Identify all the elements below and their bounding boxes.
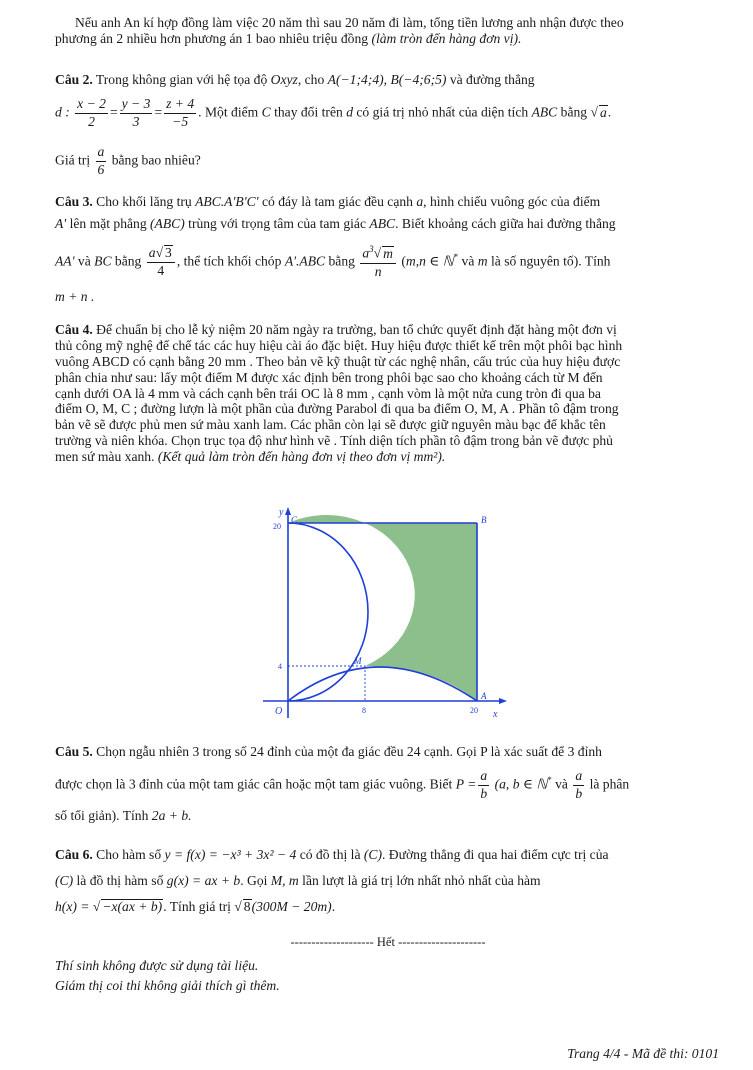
x-tick-8: 8: [362, 706, 366, 715]
note-no-explanation: Giám thị coi thi không giải thích gì thêm.: [55, 978, 280, 993]
sqrt-symbol: √: [590, 104, 598, 120]
point-a-label: A: [481, 691, 487, 701]
question-2: [55, 72, 719, 88]
question-5: Câu 5. Chọn ngẫu nhiên 3 trong số 24 đỉnh của một đa giác đều 24 cạnh. Gọi P là xác suất để 3 đỉnh: [55, 744, 602, 759]
y-axis-arrow-icon: [285, 507, 291, 515]
q2-fraction-a6: $\frac{a}{6}$: [97, 144, 105, 177]
q5-line-3: số tối giản). Tính 2a + b.: [55, 808, 192, 823]
q6-line-2: (C) là đồ thị hàm số g(x) = ax + b. Gọi M, m lần lượt là giá trị lớn nhất nhỏ nhất của hàm: [55, 873, 541, 888]
q2-line-1: Câu 2. Trong không gian với hệ tọa độ Oxyz, cho A(−1;4;4), B(−4;6;5) và đường thẳng: [55, 72, 535, 87]
q2-fraction-z: $\frac{z + 4}{-5}$: [166, 96, 195, 129]
q3-line-3: AA' và BC bằng $\frac{a√ 3}{4}$ , thể tích khối chóp A'.ABC bằng $\frac{a^3√ m}{n}$ (m,n ∈ ℕ* và m là số nguyên tố). Tính: [55, 244, 611, 279]
q2-fraction-y: $\frac{y - 3}{3}$: [121, 96, 151, 129]
q3-distance-fraction: $\frac{a√ 3}{4}$: [147, 245, 175, 280]
q3-line-2: A' lên mặt phẳng (ABC) trùng với trọng tâm của tam giác ABC. Biết khoảng cách giữa hai đường thẳng: [55, 216, 616, 231]
point-b-label: B: [481, 515, 487, 525]
semicircle-arc: [288, 523, 368, 701]
end-divider: -------------------- Hết ---------------------: [290, 935, 486, 949]
x-axis-label: x: [493, 709, 498, 720]
note-no-materials: Thí sinh không được sử dụng tài liệu.: [55, 958, 259, 973]
q2-line-2: d : $\frac{x - 2}{2}$ = $\frac{y - 3}{3}$ = $\frac{z + 4}{-5}$ . Một điểm C thay đổi trên d có giá trị nhỏ nhất của diện tích ABC bằng √ a.: [55, 96, 612, 129]
question-4: Câu 4. Để chuẩn bị cho lễ kỷ niệm 20 năm ngày ra trường, ban tổ chức quyết định đặt hàng một đơn vị thủ công mỹ nghệ để chế tác các huy hiệu cài áo đặc biệt. Huy hiệu được thiết kế trên một phôi bạc hình vuông ABCD có cạnh bằng 20 mm . Theo bản vẽ kỹ thuật từ các nghệ nhân, cấu trúc của huy hiệu được phân chia như sau: lấy một điểm M được xác định bên trong phôi bạc sao cho khoảng cách từ M đến cạnh dưới OA là 4 mm và cách cạnh bên trái OC là 8 mm , cạnh vòm là một nửa cung tròn đi qua ba điểm O, M, C ; đường lượn là một phần của đường Parabol đi qua ba điểm O, M, A . Phần tô đậm trong bản vẽ sẽ được phủ men sứ màu xanh lam. Các phần còn lại sẽ được giữ nguyên màu bạc để khắc tên trường và niên khóa. Chọn trục tọa độ như hình vẽ . Tính diện tích phần tô đậm trong bản vẽ được phủ men sứ màu xanh. (Kết quả làm tròn đến hàng đơn vị theo đơn vị mm²).: [55, 322, 623, 465]
question-6: Câu 6. Cho hàm số y = f(x) = −x³ + 3x² − 4 có đồ thị là (C). Đường thẳng đi qua hai điểm cực trị của: [55, 847, 609, 862]
y-tick-20: 20: [273, 522, 281, 531]
origin-label: O: [275, 706, 283, 717]
q6-line-3: h(x) = √ −x(ax + b). Tính giá trị √ 8(300M − 20m).: [55, 899, 336, 914]
q5-fraction-p: $\frac{a}{b}$: [480, 768, 488, 801]
x-axis-arrow-icon: [499, 698, 507, 704]
x-tick-20: 20: [470, 706, 478, 715]
intro-line-1: Nếu anh An kí hợp đồng làm việc 20 năm thì sau 20 năm đi làm, tổng tiền lương anh nhận được theo: [75, 15, 624, 30]
q3-line-4: m + n .: [55, 289, 95, 304]
intro-line-2: phương án 2 nhiều hơn phương án 1 bao nhiêu triệu đồng (làm tròn đến hàng đơn vị).: [55, 30, 522, 46]
q2-fraction-x: $\frac{x - 2}{2}$: [77, 96, 106, 129]
y-tick-4: 4: [278, 662, 282, 671]
q5-line-2: được chọn là 3 đỉnh của một tam giác cân hoặc một tam giác vuông. Biết P = $\frac{a}{b}$ (a, b ∈ ℕ* và $\frac{a}{b}$ là phân: [55, 768, 630, 801]
q5-fraction-ab: $\frac{a}{b}$: [575, 768, 583, 801]
shaded-region: [288, 515, 477, 701]
page-footer: Trang 4/4 - Mã đề thi: 0101: [567, 1046, 719, 1061]
intro-paragraph: [55, 15, 719, 47]
question-3: Câu 3. Cho khối lăng trụ ABC.A'B'C' có đáy là tam giác đều cạnh a, hình chiếu vuông góc của điểm: [55, 194, 601, 209]
point-m-label: M: [354, 656, 362, 666]
q2-line-3: Giá trị $\frac{a}{6}$ bằng bao nhiêu?: [55, 144, 201, 177]
y-axis-label: y: [279, 507, 284, 518]
q3-volume-fraction: $\frac{a^3√ m}{n}$: [360, 244, 396, 281]
point-c-label: C: [291, 515, 298, 525]
badge-figure: [255, 503, 510, 721]
